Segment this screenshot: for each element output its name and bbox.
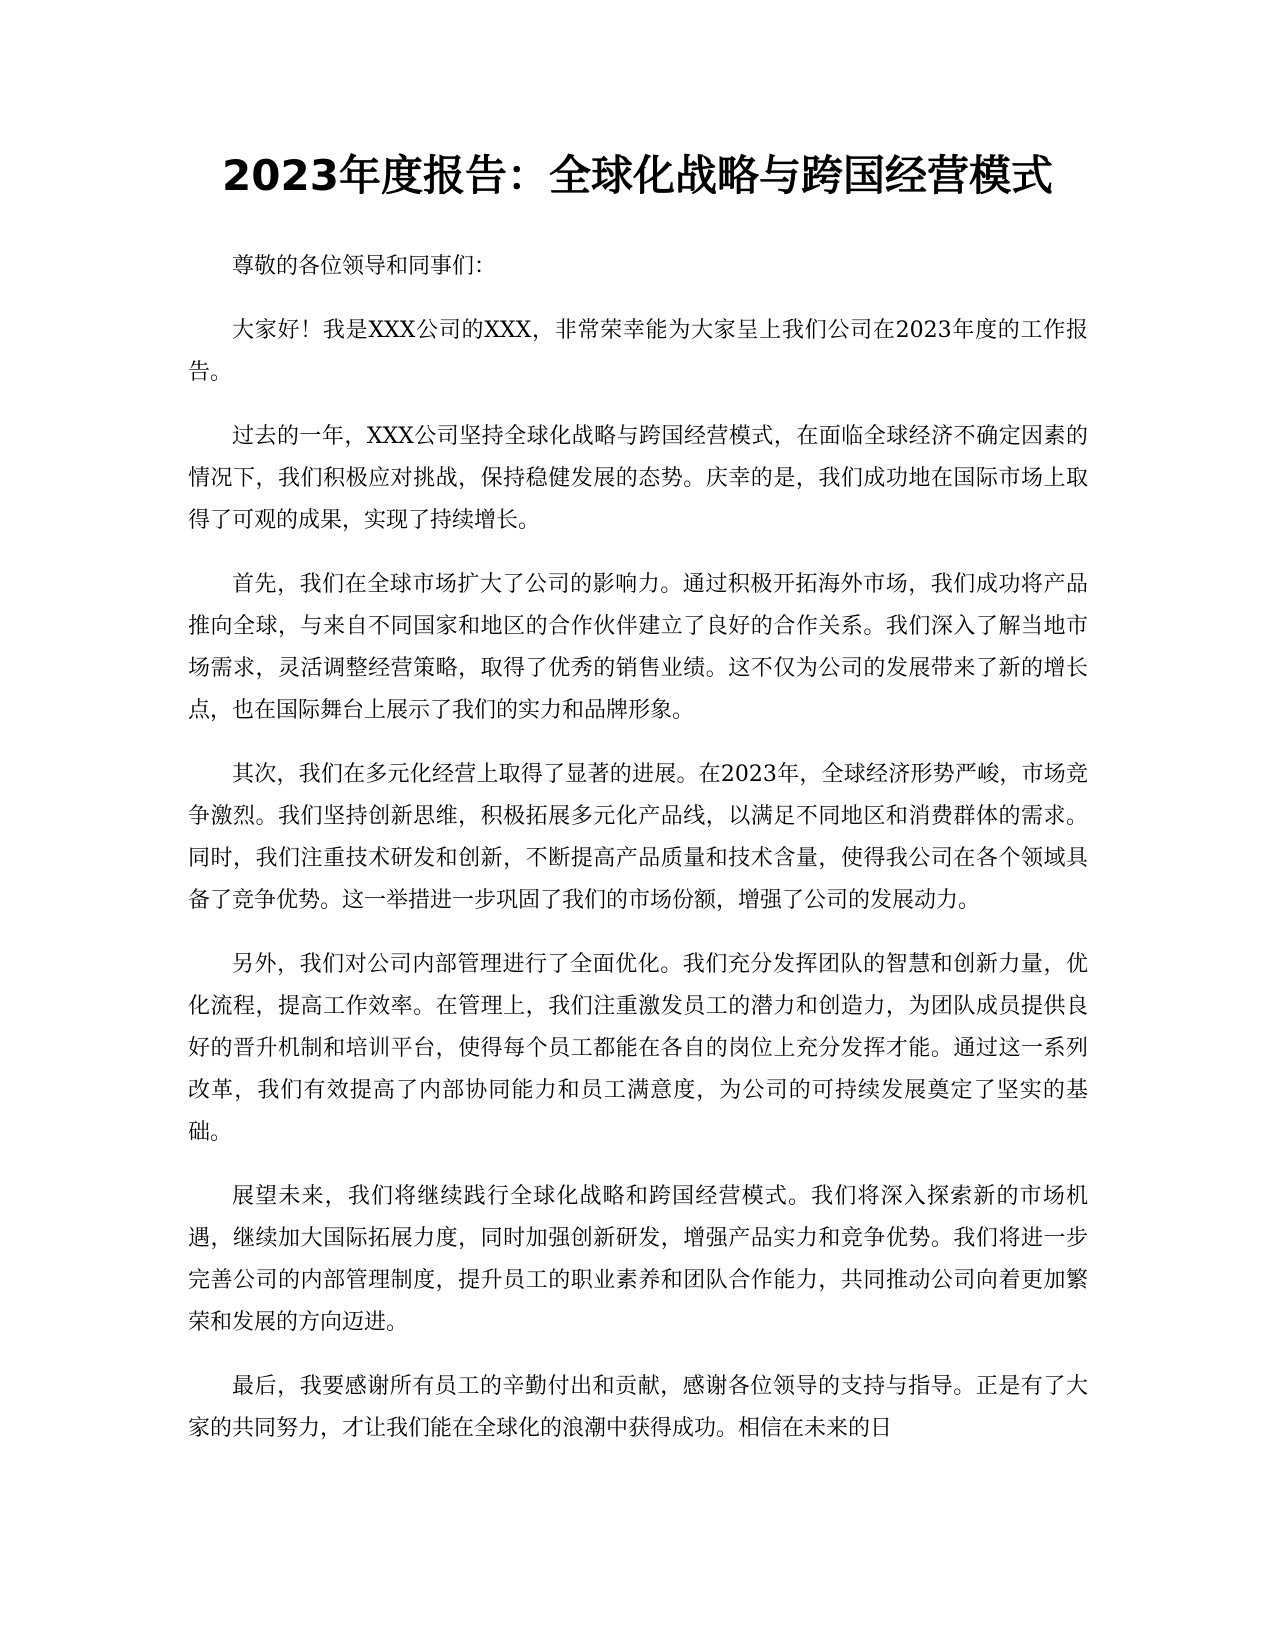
document-title: 2023年度报告：全球化战略与跨国经营模式 [222,151,1053,200]
global-market-paragraph: 首先，我们在全球市场扩大了公司的影响力。通过积极开拓海外市场，我们成功将产品推向全球，与来自不同国家和地区的合作伙伴建立了良好的合作关系。我们深入了解当地市场需求，灵活调整经营策略，取得了优秀的销售业绩。这不仅为公司的发展带来了新的增长点，也在国际舞台上展示了我们的实力和品牌形象。 [188,572,1088,723]
document-body [188,246,1088,1472]
overview-paragraph: 过去的一年，XXX公司坚持全球化战略与跨国经营模式，在面临全球经济不确定因素的情况下，我们积极应对挑战，保持稳健发展的态势。庆幸的是，我们成功地在国际市场上取得了可观的成果，实现了持续增长。 [188,424,1088,533]
outlook-paragraph: 展望未来，我们将继续践行全球化战略和跨国经营模式。我们将深入探索新的市场机遇，继续加大国际拓展力度，同时加强创新研发，增强产品实力和竞争优势。我们将进一步完善公司的内部管理制度，提升员工的职业素养和团队合作能力，共同推动公司向着更加繁荣和发展的方向迈进。 [188,1184,1088,1335]
diversification-paragraph: 其次，我们在多元化经营上取得了显著的进展。在2023年，全球经济形势严峻，市场竞争激烈。我们坚持创新思维，积极拓展多元化产品线，以满足不同地区和消费群体的需求。同时，我们注重技术研发和创新，不断提高产品质量和技术含量，使得我公司在各个领域具备了竞争优势。这一举措进一步巩固了我们的市场份额，增强了公司的发展动力。 [188,762,1088,913]
closing-paragraph: 最后，我要感谢所有员工的辛勤付出和贡献，感谢各位领导的支持与指导。正是有了大家的共同努力，才让我们能在全球化的浪潮中获得成功。相信在未来的日 [188,1374,1088,1441]
greeting-paragraph: 尊敬的各位领导和同事们： [232,254,497,279]
intro-paragraph: 大家好！我是XXX公司的XXX，非常荣幸能为大家呈上我们公司在2023年度的工作报告。 [188,318,1088,385]
internal-management-paragraph: 另外，我们对公司内部管理进行了全面优化。我们充分发挥团队的智慧和创新力量，优化流程，提高工作效率。在管理上，我们注重激发员工的潜力和创造力，为团队成员提供良好的晋升机制和培训平台，使得每个员工都能在各自的岗位上充分发挥才能。通过这一系列改革，我们有效提高了内部协同能力和员工满意度，为公司的可持续发展奠定了坚实的基础。 [188,952,1088,1145]
